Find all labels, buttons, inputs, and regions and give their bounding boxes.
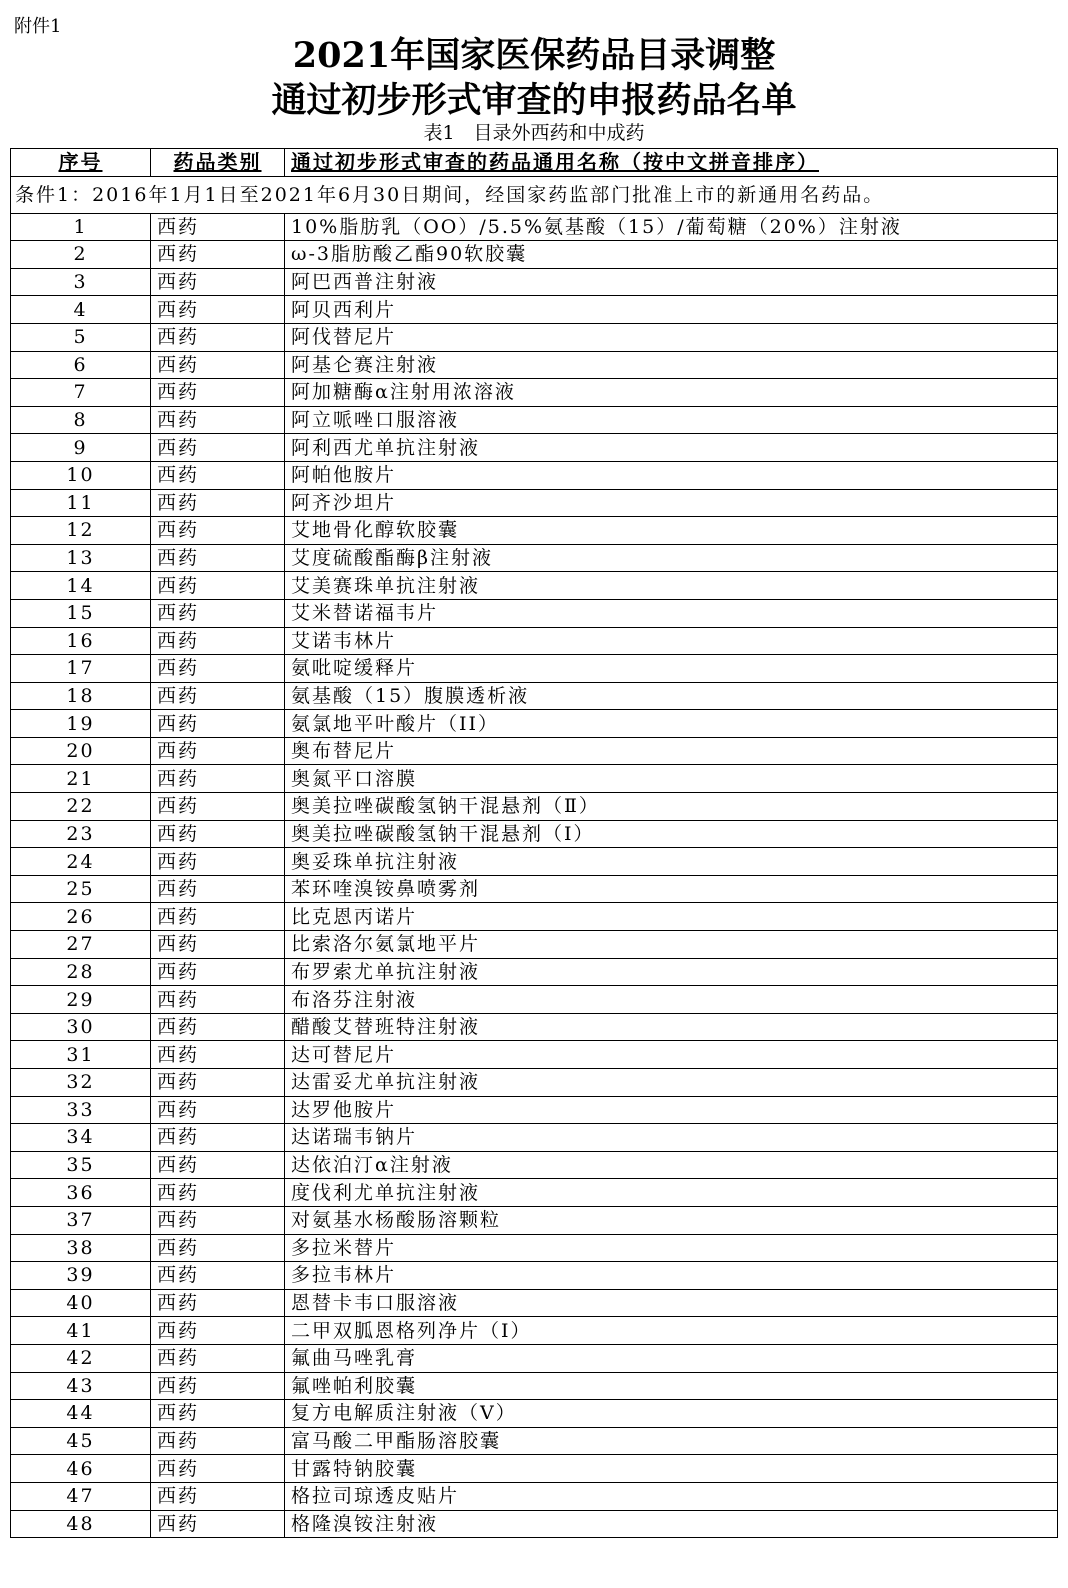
row-seq: 18	[11, 682, 151, 710]
row-seq: 8	[11, 406, 151, 434]
row-seq: 31	[11, 1041, 151, 1069]
row-drug-name: 格拉司琼透皮贴片	[285, 1482, 1058, 1510]
row-category: 西药	[151, 1317, 285, 1345]
table-row	[11, 1262, 1058, 1290]
table-row	[11, 765, 1058, 793]
table-row	[11, 931, 1058, 959]
row-category: 西药	[151, 517, 285, 545]
row-drug-name: 艾米替诺福韦片	[285, 599, 1058, 627]
table-row	[11, 1289, 1058, 1317]
row-category: 西药	[151, 655, 285, 683]
row-category: 西药	[151, 1096, 285, 1124]
row-category: 西药	[151, 986, 285, 1014]
row-category: 西药	[151, 958, 285, 986]
row-category: 西药	[151, 875, 285, 903]
row-seq: 9	[11, 434, 151, 462]
row-seq: 4	[11, 296, 151, 324]
row-drug-name: 达诺瑞韦钠片	[285, 1124, 1058, 1152]
row-seq: 26	[11, 903, 151, 931]
row-drug-name: 氟曲马唑乳膏	[285, 1344, 1058, 1372]
row-drug-name: 富马酸二甲酯肠溶胶囊	[285, 1427, 1058, 1455]
table-row	[11, 1344, 1058, 1372]
table-row	[11, 958, 1058, 986]
row-seq: 46	[11, 1455, 151, 1483]
row-category: 西药	[151, 379, 285, 407]
row-seq: 43	[11, 1372, 151, 1400]
row-category: 西药	[151, 1151, 285, 1179]
table-row	[11, 517, 1058, 545]
row-seq: 25	[11, 875, 151, 903]
row-seq: 40	[11, 1289, 151, 1317]
row-seq: 7	[11, 379, 151, 407]
row-seq: 14	[11, 572, 151, 600]
drug-list-table	[10, 148, 1058, 1538]
row-category: 西药	[151, 848, 285, 876]
row-drug-name: 苯环喹溴铵鼻喷雾剂	[285, 875, 1058, 903]
row-drug-name: 比克恩丙诺片	[285, 903, 1058, 931]
table-row	[11, 655, 1058, 683]
condition-row	[11, 176, 1058, 213]
table-row	[11, 1400, 1058, 1428]
row-drug-name: 阿贝西利片	[285, 296, 1058, 324]
header-seq: 序号	[11, 149, 151, 177]
row-seq: 19	[11, 710, 151, 738]
header-drug-name: 通过初步形式审查的药品通用名称（按中文拼音排序）	[285, 149, 1058, 177]
row-category: 西药	[151, 1124, 285, 1152]
table-row	[11, 682, 1058, 710]
row-category: 西药	[151, 737, 285, 765]
row-category: 西药	[151, 931, 285, 959]
table-row	[11, 379, 1058, 407]
row-seq: 21	[11, 765, 151, 793]
row-category: 西药	[151, 627, 285, 655]
table-row	[11, 1069, 1058, 1097]
row-category: 西药	[151, 1372, 285, 1400]
row-drug-name: 氟唑帕利胶囊	[285, 1372, 1058, 1400]
row-category: 西药	[151, 793, 285, 821]
row-seq: 17	[11, 655, 151, 683]
row-seq: 34	[11, 1124, 151, 1152]
row-drug-name: 度伐利尤单抗注射液	[285, 1179, 1058, 1207]
row-seq: 2	[11, 241, 151, 269]
row-category: 西药	[151, 323, 285, 351]
row-seq: 30	[11, 1013, 151, 1041]
row-drug-name: 恩替卡韦口服溶液	[285, 1289, 1058, 1317]
table-row	[11, 627, 1058, 655]
row-drug-name: 奥美拉唑碳酸氢钠干混悬剂（I）	[285, 820, 1058, 848]
row-category: 西药	[151, 296, 285, 324]
row-category: 西药	[151, 572, 285, 600]
row-seq: 10	[11, 461, 151, 489]
row-category: 西药	[151, 682, 285, 710]
row-drug-name: 阿立哌唑口服溶液	[285, 406, 1058, 434]
row-category: 西药	[151, 599, 285, 627]
row-category: 西药	[151, 1013, 285, 1041]
table-row	[11, 241, 1058, 269]
row-category: 西药	[151, 903, 285, 931]
row-category: 西药	[151, 434, 285, 462]
table-row	[11, 461, 1058, 489]
row-category: 西药	[151, 1234, 285, 1262]
row-drug-name: 二甲双胍恩格列净片（Ⅰ）	[285, 1317, 1058, 1345]
table-row	[11, 1124, 1058, 1152]
row-drug-name: ω-3脂肪酸乙酯90软胶囊	[285, 241, 1058, 269]
table-row	[11, 737, 1058, 765]
table-row	[11, 572, 1058, 600]
table-row	[11, 268, 1058, 296]
row-seq: 3	[11, 268, 151, 296]
row-seq: 16	[11, 627, 151, 655]
attachment-label: 附件1	[14, 16, 62, 37]
row-drug-name: 复方电解质注射液（Ⅴ）	[285, 1400, 1058, 1428]
row-seq: 39	[11, 1262, 151, 1290]
row-seq: 23	[11, 820, 151, 848]
row-drug-name: 醋酸艾替班特注射液	[285, 1013, 1058, 1041]
row-category: 西药	[151, 489, 285, 517]
row-drug-name: 艾诺韦林片	[285, 627, 1058, 655]
header-category: 药品类别	[151, 149, 285, 177]
row-category: 西药	[151, 1206, 285, 1234]
row-drug-name: 奥布替尼片	[285, 737, 1058, 765]
row-drug-name: 多拉米替片	[285, 1234, 1058, 1262]
row-drug-name: 达雷妥尤单抗注射液	[285, 1069, 1058, 1097]
document-title-line2: 通过初步形式审查的申报药品名单	[271, 80, 797, 121]
row-category: 西药	[151, 544, 285, 572]
row-category: 西药	[151, 1344, 285, 1372]
row-drug-name: 达依泊汀α注射液	[285, 1151, 1058, 1179]
row-seq: 12	[11, 517, 151, 545]
row-drug-name: 奥妥珠单抗注射液	[285, 848, 1058, 876]
row-seq: 24	[11, 848, 151, 876]
row-seq: 33	[11, 1096, 151, 1124]
row-seq: 32	[11, 1069, 151, 1097]
row-drug-name: 甘露特钠胶囊	[285, 1455, 1058, 1483]
row-category: 西药	[151, 820, 285, 848]
row-category: 西药	[151, 1179, 285, 1207]
row-category: 西药	[151, 710, 285, 738]
row-drug-name: 阿齐沙坦片	[285, 489, 1058, 517]
table-row	[11, 820, 1058, 848]
table-row	[11, 351, 1058, 379]
table-subtitle: 表1 目录外西药和中成药	[423, 122, 645, 144]
row-seq: 15	[11, 599, 151, 627]
row-drug-name: 布洛芬注射液	[285, 986, 1058, 1014]
row-seq: 28	[11, 958, 151, 986]
row-category: 西药	[151, 1069, 285, 1097]
table-row	[11, 1427, 1058, 1455]
row-category: 西药	[151, 241, 285, 269]
table-row	[11, 1372, 1058, 1400]
row-seq: 45	[11, 1427, 151, 1455]
row-drug-name: 对氨基水杨酸肠溶颗粒	[285, 1206, 1058, 1234]
table-row	[11, 1151, 1058, 1179]
row-drug-name: 奥美拉唑碳酸氢钠干混悬剂（Ⅱ）	[285, 793, 1058, 821]
row-seq: 44	[11, 1400, 151, 1428]
row-seq: 6	[11, 351, 151, 379]
table-row	[11, 986, 1058, 1014]
row-drug-name: 奥氮平口溶膜	[285, 765, 1058, 793]
table-row	[11, 213, 1058, 241]
document-title-line1: 2021年国家医保药品目录调整	[292, 35, 776, 76]
row-seq: 22	[11, 793, 151, 821]
row-seq: 38	[11, 1234, 151, 1262]
table-row	[11, 1013, 1058, 1041]
row-seq: 11	[11, 489, 151, 517]
table-row	[11, 296, 1058, 324]
table-row	[11, 406, 1058, 434]
table-row	[11, 1096, 1058, 1124]
table-row	[11, 1041, 1058, 1069]
row-seq: 1	[11, 213, 151, 241]
row-drug-name: 达罗他胺片	[285, 1096, 1058, 1124]
row-category: 西药	[151, 1455, 285, 1483]
table-row	[11, 903, 1058, 931]
row-drug-name: 艾美赛珠单抗注射液	[285, 572, 1058, 600]
row-seq: 48	[11, 1510, 151, 1538]
row-drug-name: 艾度硫酸酯酶β注射液	[285, 544, 1058, 572]
table-row	[11, 544, 1058, 572]
table-row	[11, 1455, 1058, 1483]
row-category: 西药	[151, 351, 285, 379]
row-seq: 41	[11, 1317, 151, 1345]
row-category: 西药	[151, 461, 285, 489]
row-seq: 13	[11, 544, 151, 572]
row-category: 西药	[151, 1510, 285, 1538]
row-drug-name: 氨基酸（15）腹膜透析液	[285, 682, 1058, 710]
row-seq: 27	[11, 931, 151, 959]
row-category: 西药	[151, 1041, 285, 1069]
row-category: 西药	[151, 213, 285, 241]
row-seq: 29	[11, 986, 151, 1014]
table-row	[11, 1482, 1058, 1510]
row-drug-name: 达可替尼片	[285, 1041, 1058, 1069]
row-drug-name: 阿基仑赛注射液	[285, 351, 1058, 379]
table-row	[11, 848, 1058, 876]
row-seq: 47	[11, 1482, 151, 1510]
table-row	[11, 1179, 1058, 1207]
row-drug-name: 格隆溴铵注射液	[285, 1510, 1058, 1538]
table-row	[11, 1206, 1058, 1234]
row-drug-name: 氨氯地平叶酸片（II）	[285, 710, 1058, 738]
row-drug-name: 阿帕他胺片	[285, 461, 1058, 489]
condition-text: 条件1：2016年1月1日至2021年6月30日期间，经国家药监部门批准上市的新通用名药品。	[11, 176, 1058, 213]
row-seq: 35	[11, 1151, 151, 1179]
row-category: 西药	[151, 1262, 285, 1290]
row-drug-name: 阿加糖酶α注射用浓溶液	[285, 379, 1058, 407]
row-category: 西药	[151, 406, 285, 434]
row-seq: 20	[11, 737, 151, 765]
row-drug-name: 多拉韦林片	[285, 1262, 1058, 1290]
table-row	[11, 1234, 1058, 1262]
table-row	[11, 710, 1058, 738]
row-category: 西药	[151, 1400, 285, 1428]
row-drug-name: 比索洛尔氨氯地平片	[285, 931, 1058, 959]
table-row	[11, 599, 1058, 627]
row-category: 西药	[151, 1289, 285, 1317]
row-drug-name: 阿巴西普注射液	[285, 268, 1058, 296]
table-row	[11, 323, 1058, 351]
row-drug-name: 氨吡啶缓释片	[285, 655, 1058, 683]
row-seq: 5	[11, 323, 151, 351]
row-category: 西药	[151, 765, 285, 793]
table-header-row	[11, 149, 1058, 177]
row-category: 西药	[151, 268, 285, 296]
row-seq: 37	[11, 1206, 151, 1234]
table-row	[11, 1510, 1058, 1538]
row-drug-name: 布罗索尤单抗注射液	[285, 958, 1058, 986]
table-row	[11, 793, 1058, 821]
row-seq: 42	[11, 1344, 151, 1372]
row-drug-name: 艾地骨化醇软胶囊	[285, 517, 1058, 545]
row-category: 西药	[151, 1427, 285, 1455]
row-drug-name: 10%脂肪乳（OO）/5.5%氨基酸（15）/葡萄糖（20%）注射液	[285, 213, 1058, 241]
table-row	[11, 1317, 1058, 1345]
row-drug-name: 阿伐替尼片	[285, 323, 1058, 351]
row-seq: 36	[11, 1179, 151, 1207]
table-row	[11, 875, 1058, 903]
row-drug-name: 阿利西尤单抗注射液	[285, 434, 1058, 462]
table-row	[11, 489, 1058, 517]
row-category: 西药	[151, 1482, 285, 1510]
table-row	[11, 434, 1058, 462]
